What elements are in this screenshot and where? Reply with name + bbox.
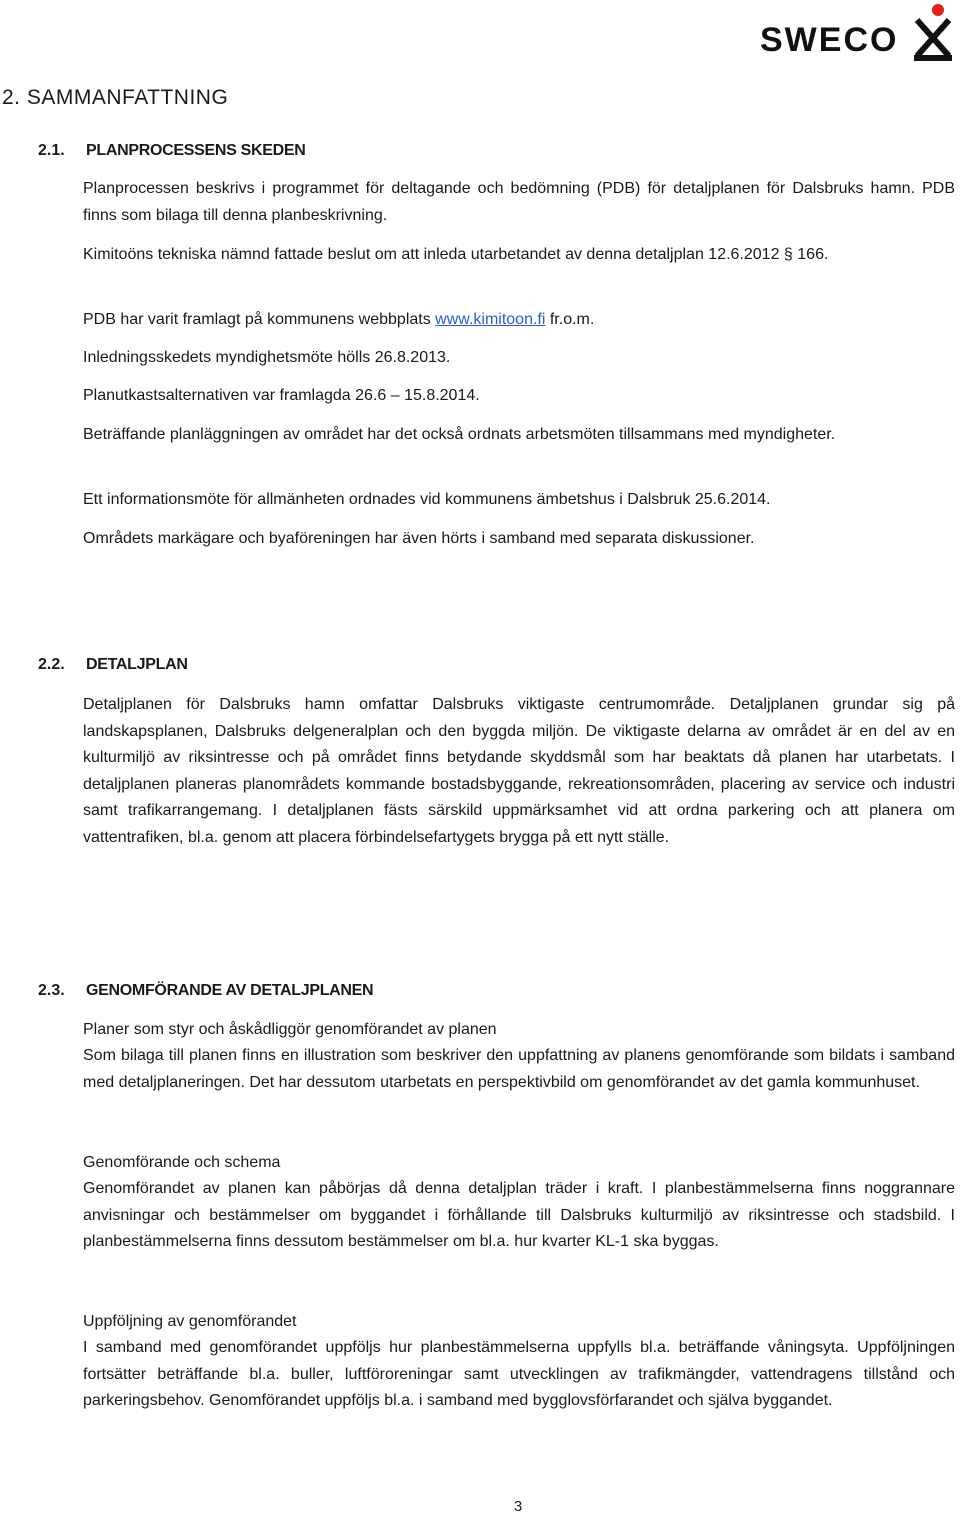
paragraph: I samband med genomförandet uppföljs hur planbestämmelserna uppfylls bl.a. beträffande våningsyta. Uppföljningen fortsätter beträffande bl.a. buller, luftföroreningar samt utvecklingen av trafikmängder, vattendragens tillstånd och parkeringsbehov. Genomförandet uppföljs bl.a. i samband med bygglovsförfarandet och själva byggandet. — [83, 1339, 955, 1409]
heading-genomforande — [38, 980, 373, 1002]
paragraph: Som bilaga till planen finns en illustration som beskriver den uppfattning av planens genomförande som bildats i samband med detaljplaneringen. Det har dessutom utarbetats en perspektivbild om genomförandet av det gamla kommunhuset. — [83, 1047, 955, 1091]
heading-text: GENOMFÖRANDE AV DETALJPLANEN — [86, 982, 374, 999]
heading-text: DETALJPLAN — [86, 656, 188, 673]
sweco-logo — [760, 2, 960, 64]
subheading: Genomförande och schema — [83, 1154, 281, 1171]
paragraph-text: PDB har varit framlagt på kommunens webbplats — [83, 311, 436, 328]
paragraph: Planprocessen beskrivs i programmet för deltagande och bedömning (PDB) för detaljplanen för Dalsbruks hamn. PDB finns som bilaga till denna planbeskrivning. — [83, 180, 955, 224]
heading-planprocessens-skeden — [38, 140, 306, 162]
paragraph-text: fr.o.m. — [545, 311, 595, 328]
heading-detaljplan — [38, 654, 188, 676]
sweco-logo-mark-icon — [912, 2, 954, 64]
logo-wordmark: SWECO — [760, 21, 899, 59]
paragraph: Detaljplanen för Dalsbruks hamn omfattar Dalsbruks viktigaste centrumområde. Detaljplanen grundar sig på landskapsplanen, Dalsbruks delgeneralplan och den byggda miljön. De viktigaste delarna av området är en del av en kulturmiljö av riksintresse och på området finns betydande skyddsmål som har beaktats då planen har utarbetats. I detaljplanen planeras planområdets kommande bostadsbyggande, rekreationsområden, placering av service och industri samt trafikarrangemang. I detaljplanen fästs särskild uppmärksamhet vid att ordna parkering och att planera om vattentrafiken, bl.a. genom att placera förbindelsefartygets brygga på ett nytt ställe. — [83, 696, 955, 846]
heading-text: PLANPROCESSENS SKEDEN — [86, 142, 306, 159]
paragraph: Ett informationsmöte för allmänheten ordnades vid kommunens ämbetshus i Dalsbruk 25.6.2014. — [83, 491, 771, 508]
paragraph-webbplats — [83, 307, 955, 334]
heading-number: 2.3. — [38, 982, 65, 999]
paragraph: Genomförandet av planen kan påbörjas då denna detaljplan träder i kraft. I planbestämmelserna finns noggrannare anvisningar och bestämmelser om byggandet i förhållande till Dalsbruks kulturmiljö av riksintresse och stadsbild. I planbestämmelserna finns dessutom bestämmelser om bl.a. hur kvarter KL-1 ska byggas. — [83, 1180, 955, 1250]
paragraph: Planutkastsalternativen var framlagda 26.6 – 15.8.2014. — [83, 387, 480, 404]
kimitoon-link[interactable]: www.kimitoon.fi — [435, 311, 546, 328]
heading-number: 2.1. — [38, 142, 65, 159]
section-title: 2. SAMMANFATTNING — [2, 86, 229, 109]
paragraph: Inledningsskedets myndighetsmöte hölls 26.8.2013. — [83, 349, 451, 366]
heading-number: 2.2. — [38, 656, 65, 673]
page-number: 3 — [513, 1498, 523, 1515]
paragraph: Beträffande planläggningen av området har det också ordnats arbetsmöten tillsammans med myndigheter. — [83, 426, 836, 443]
paragraph: Områdets markägare och byaföreningen har även hörts i samband med separata diskussioner. — [83, 530, 755, 547]
paragraph: Kimitoöns tekniska nämnd fattade beslut om att inleda utarbetandet av denna detaljplan 12.6.2012 § 166. — [83, 246, 829, 263]
subheading: Uppföljning av genomförandet — [83, 1313, 297, 1330]
subheading: Planer som styr och åskådliggör genomförandet av planen — [83, 1021, 497, 1038]
